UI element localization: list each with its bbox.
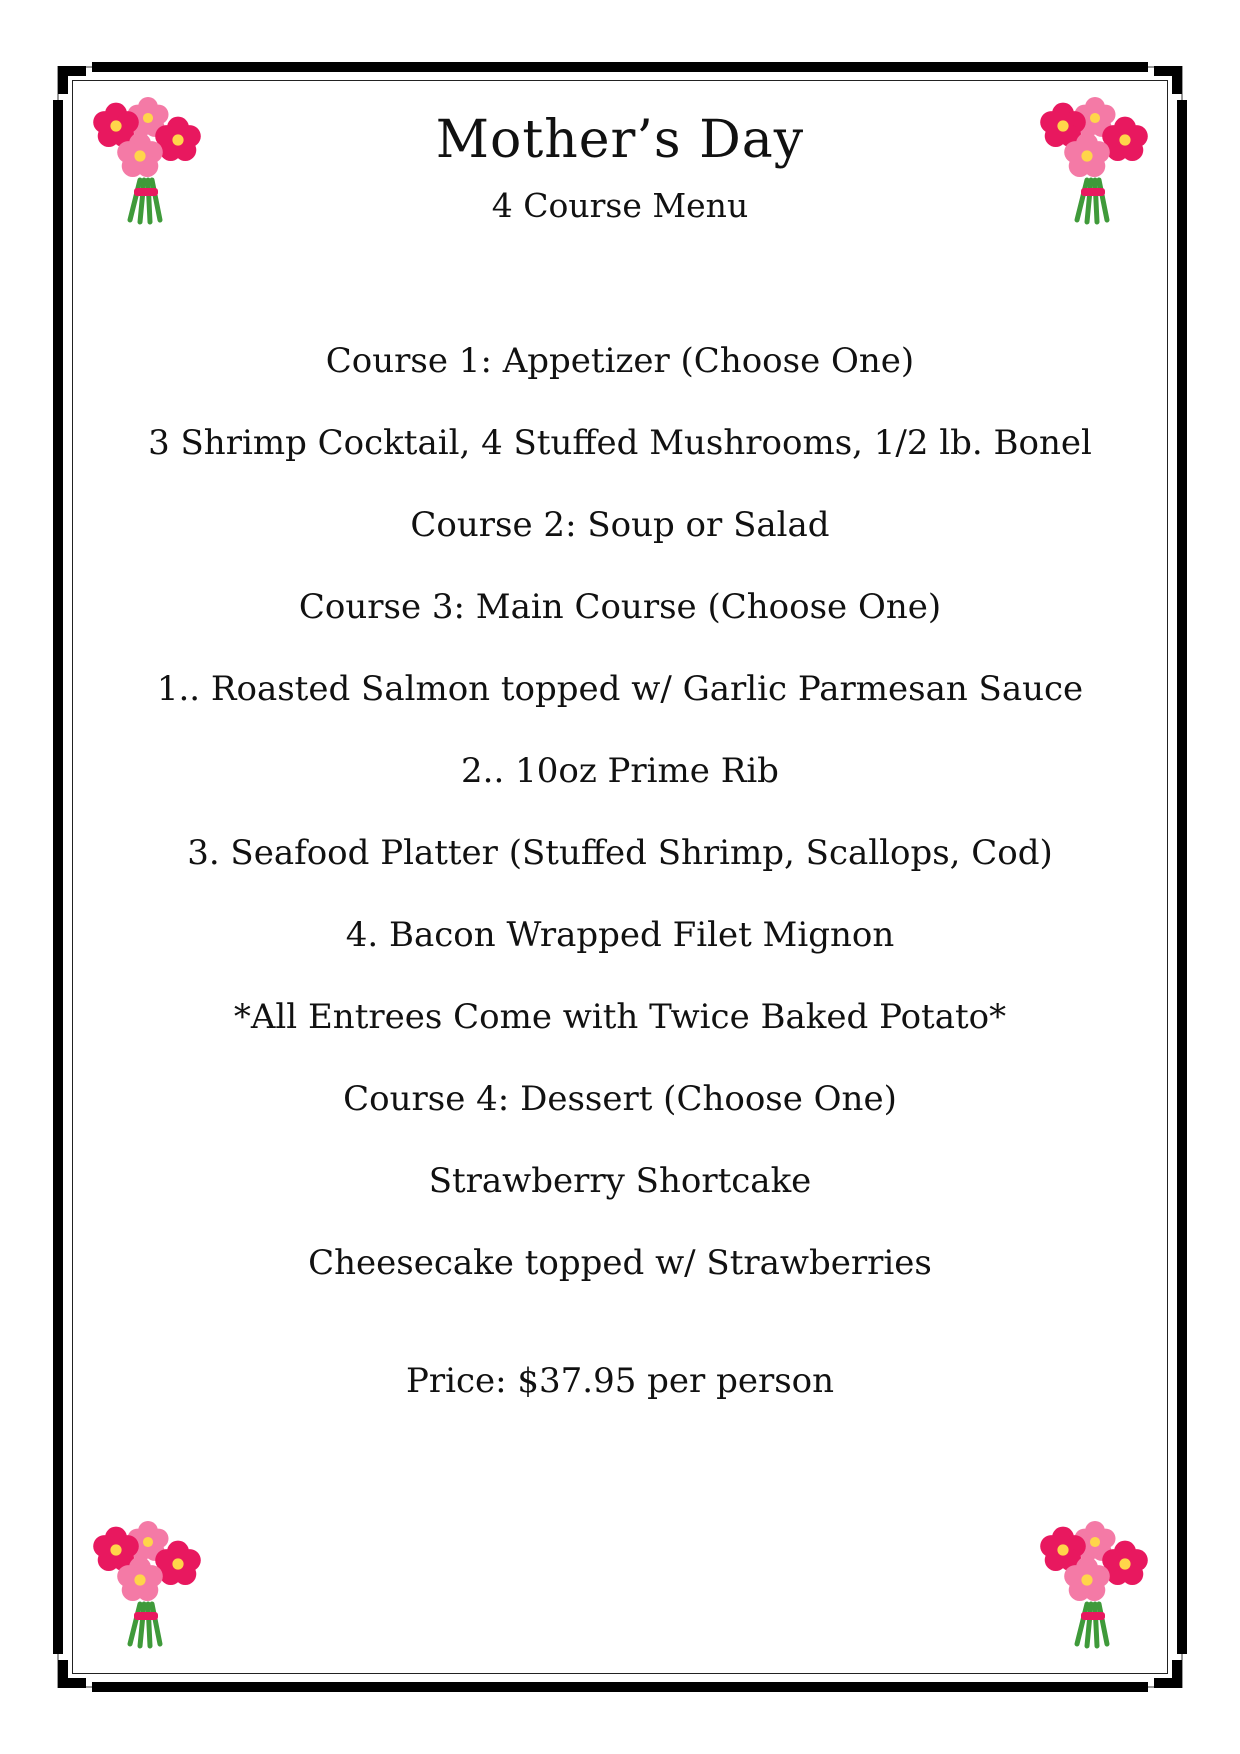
menu-line: 3 Shrimp Cocktail, 4 Stuffed Mushrooms, 1/2 lb. Bonel [148, 423, 1092, 463]
menu-line: 4. Bacon Wrapped Filet Mignon [345, 915, 895, 955]
menu-line: Course 4: Dessert (Choose One) [343, 1079, 897, 1119]
menu-line: *All Entrees Come with Twice Baked Potato* [233, 997, 1007, 1037]
price-text: Price: $37.95 per person [405, 1361, 835, 1401]
menu-line: Cheesecake topped w/ Strawberries [308, 1243, 932, 1283]
menu-line: Course 1: Appetizer (Choose One) [325, 341, 915, 381]
frame-border-right [1177, 100, 1187, 1654]
frame-border-left [53, 100, 63, 1654]
menu-line: 3. Seafood Platter (Stuffed Shrimp, Scallops, Cod) [187, 833, 1053, 873]
menu-subtitle: 4 Course Menu [491, 186, 749, 225]
menu-line: 1.. Roasted Salmon topped w/ Garlic Parmesan Sauce [156, 669, 1084, 709]
flower-bouquet-icon [1035, 1516, 1155, 1651]
menu-line: 2.. 10oz Prime Rib [461, 751, 779, 791]
frame-border-bottom [92, 1682, 1148, 1692]
frame-border-top [92, 62, 1148, 72]
menu-line: Strawberry Shortcake [428, 1161, 812, 1201]
menu-line: Course 2: Soup or Salad [410, 505, 830, 545]
menu-line: Course 3: Main Course (Choose One) [298, 587, 942, 627]
flower-bouquet-icon [88, 1516, 208, 1651]
menu-title: Mother’s Day [435, 110, 805, 170]
menu-list [100, 338, 1140, 1322]
